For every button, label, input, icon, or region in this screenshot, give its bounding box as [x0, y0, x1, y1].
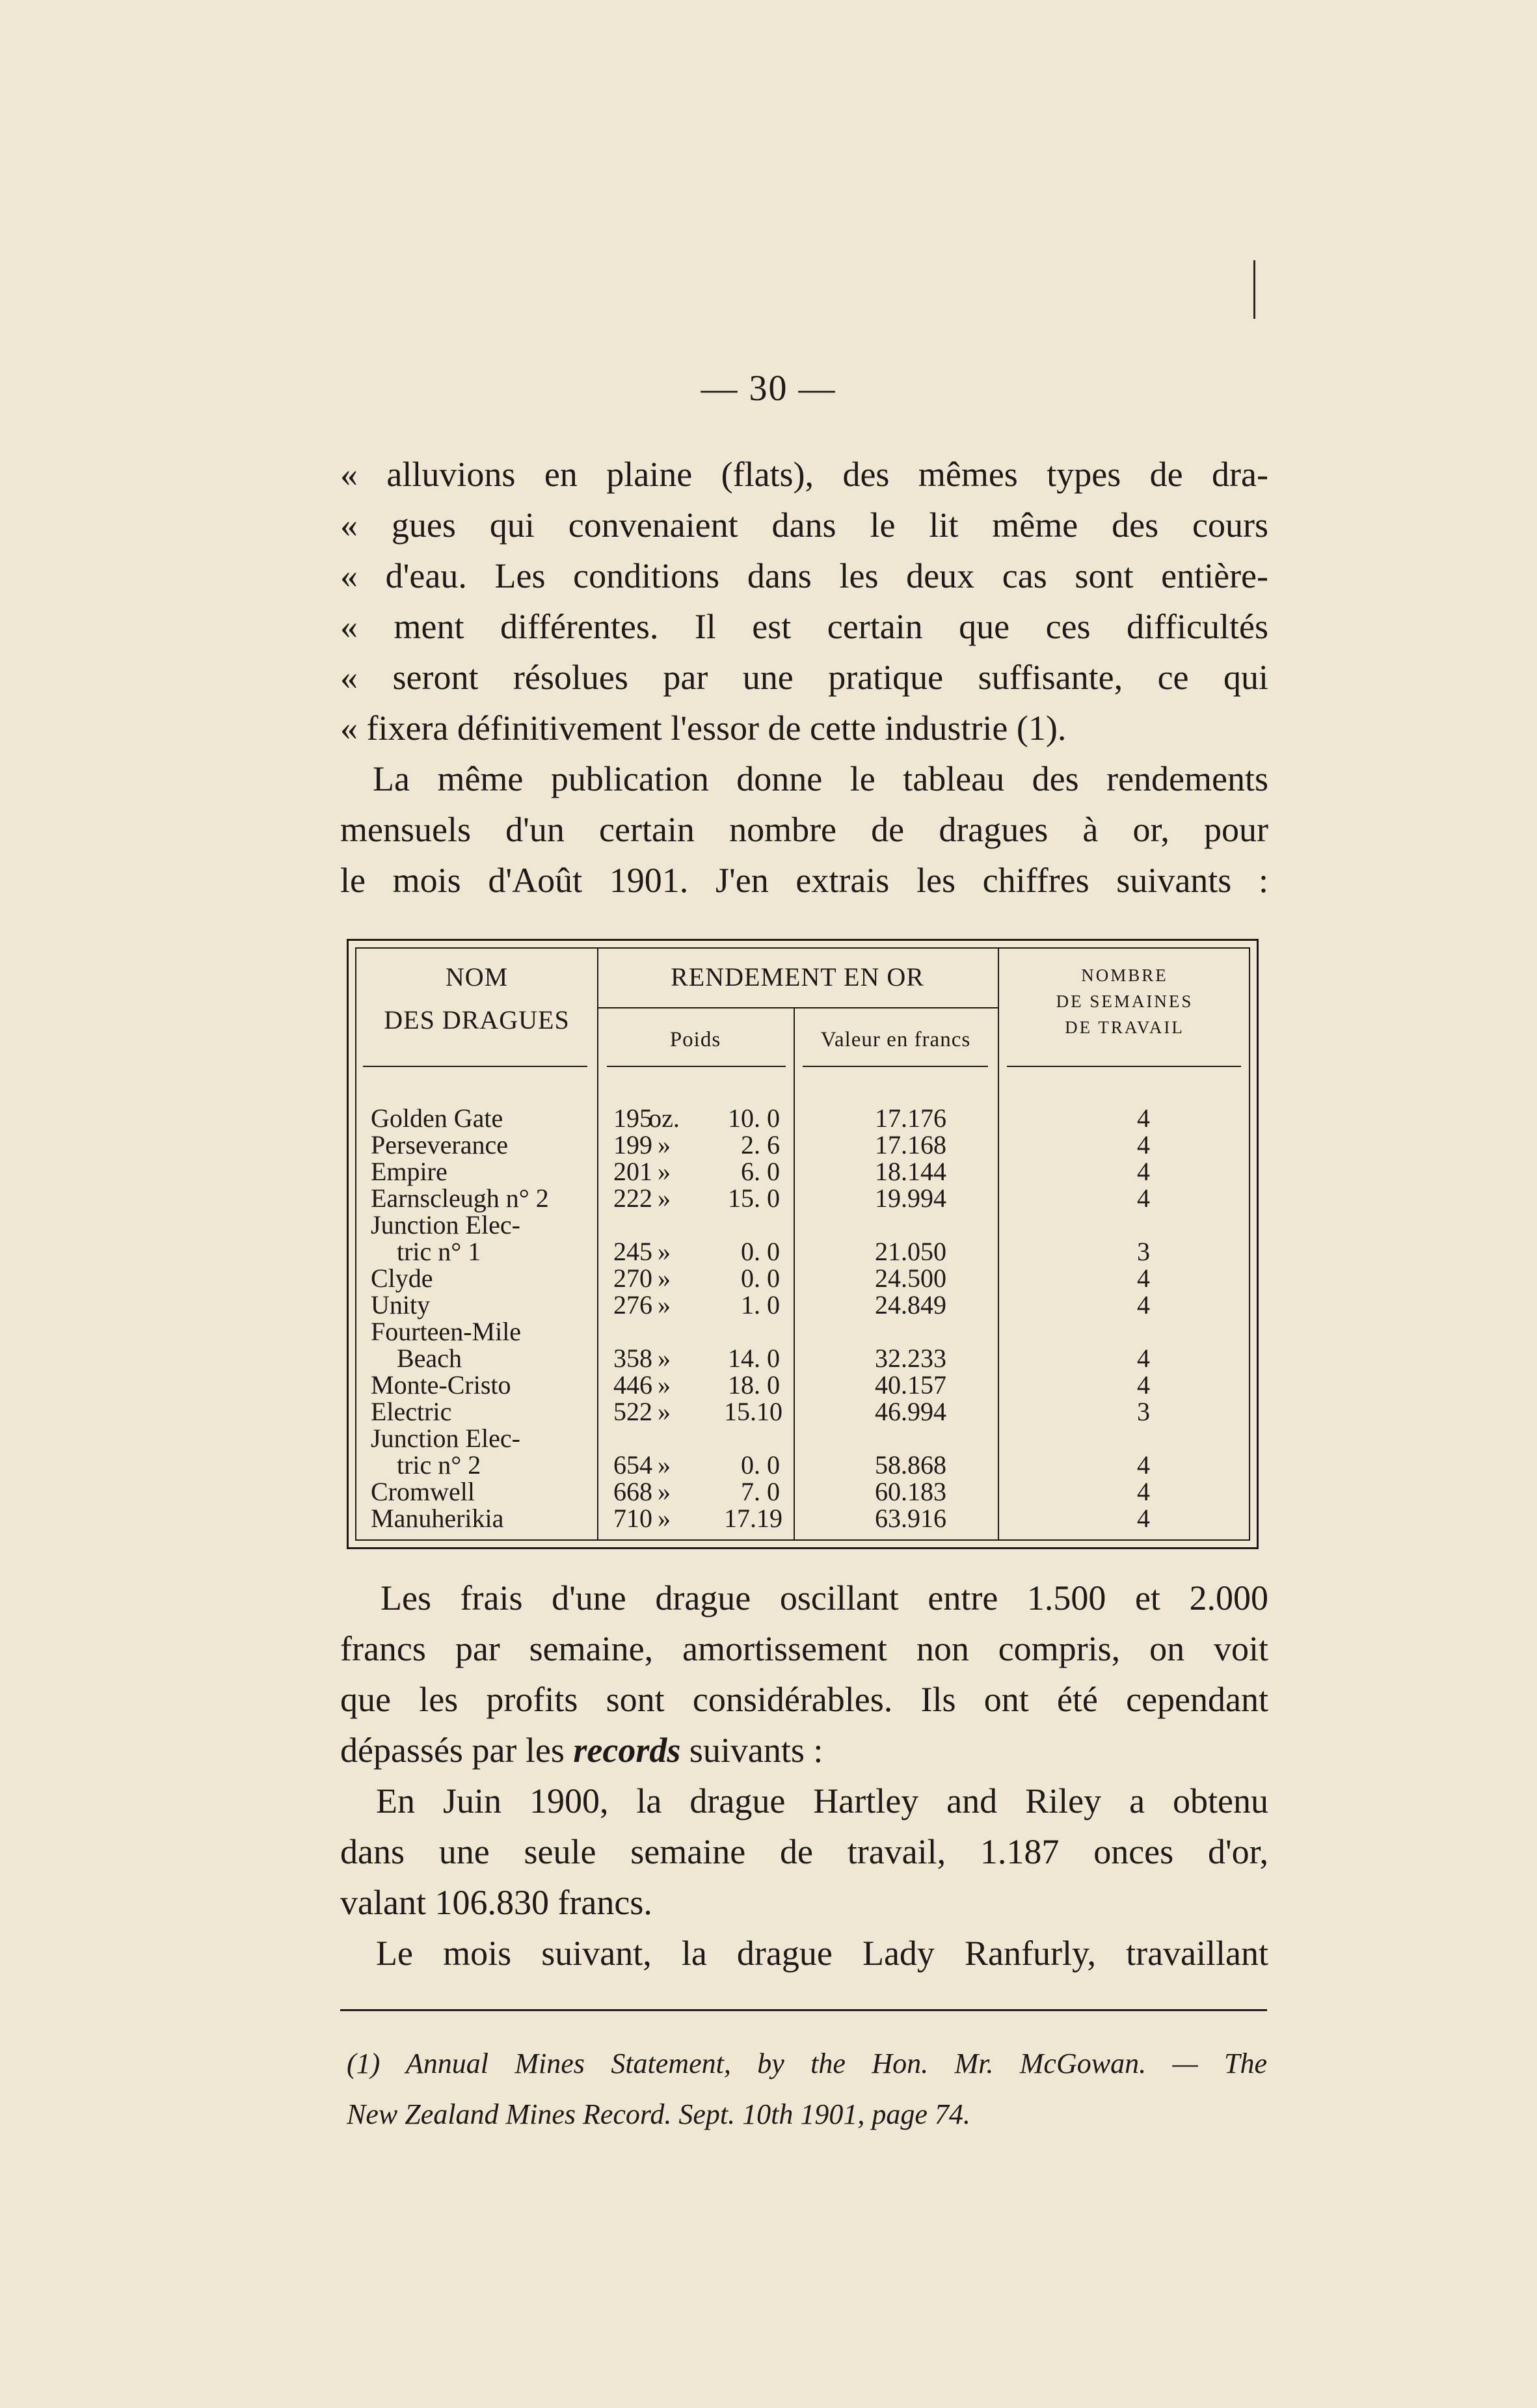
text-line: « fixera définitivement l'essor de cette industrie (1). [340, 709, 1067, 748]
value-francs: 17.176 [875, 1103, 946, 1133]
text-line: valant 106.830 francs. [340, 1883, 652, 1922]
header-weight: Poids [669, 1028, 721, 1051]
page-number: — 30 — [701, 368, 836, 409]
text-line: « alluvions en plaine (flats), des mêmes types de dra- [340, 455, 1268, 494]
text-line: dans une seule semaine de travail, 1.187 onces d'or, [340, 1832, 1268, 1871]
header-rule [597, 1007, 998, 1008]
dredge-name: Electric [371, 1397, 452, 1426]
weeks-worked: 4 [1137, 1370, 1150, 1400]
text-fragment: dépassés par les [340, 1731, 574, 1770]
value-francs: 24.500 [875, 1264, 946, 1293]
weeks-worked: 3 [1137, 1397, 1150, 1426]
text-line: le mois d'Août 1901. J'en extrais les chiffres suivants : [340, 861, 1268, 900]
text-line: La même publication donne le tableau des rendements [373, 759, 1268, 798]
weight-oz: 668 [613, 1477, 652, 1506]
text-line: mensuels d'un certain nombre de dragues à or, pour [340, 810, 1268, 849]
dredge-name: Cromwell [371, 1477, 475, 1506]
dredge-name: Unity [371, 1290, 431, 1319]
weight-oz: 201 [613, 1157, 652, 1186]
weight-oz: 222 [613, 1184, 652, 1213]
weight-unit: » [658, 1477, 671, 1506]
dredge-name: tric n° 2 [397, 1450, 481, 1480]
value-francs: 18.144 [875, 1157, 946, 1186]
table-row [356, 1425, 1249, 1452]
header-rule [363, 1066, 587, 1067]
footnote-rule [340, 2009, 1267, 2011]
weight-oz: 276 [613, 1290, 652, 1319]
weeks-worked: 4 [1137, 1504, 1150, 1533]
dredge-name: Perseverance [371, 1130, 508, 1159]
table-row [356, 1265, 1249, 1292]
weight-unit: » [658, 1157, 671, 1186]
value-francs: 21.050 [875, 1237, 946, 1266]
dredge-name: tric n° 1 [397, 1237, 481, 1266]
text-line: Les frais d'une drague oscillant entre 1.500 et 2.000 [381, 1578, 1268, 1617]
value-francs: 24.849 [875, 1290, 946, 1319]
weight-dwt-gr: 18. 0 [728, 1370, 780, 1400]
value-francs: 40.157 [875, 1370, 946, 1400]
weeks-worked: 4 [1137, 1184, 1150, 1213]
text-line: que les profits sont considérables. Ils ont été cependant [340, 1680, 1268, 1719]
emphasis-records: records [573, 1731, 681, 1770]
dredge-name: Golden Gate [371, 1103, 503, 1133]
table-row [356, 1478, 1249, 1505]
weeks-worked: 4 [1137, 1290, 1150, 1319]
table-row [356, 1505, 1249, 1532]
weight-unit: » [658, 1450, 671, 1480]
text-line: « ment différentes. Il est certain que ces difficultés [340, 607, 1268, 646]
text-line [340, 1725, 1268, 1776]
header-name-line2: DES DRAGUES [384, 1005, 570, 1035]
text-line: « seront résolues par une pratique suffisante, ce qui [340, 658, 1268, 697]
weight-unit: » [658, 1397, 671, 1426]
weight-unit: » [658, 1130, 671, 1159]
footnote-line: New Zealand Mines Record. Sept. 10th 1901, page 74. [347, 2098, 970, 2130]
weight-unit: » [658, 1344, 671, 1373]
weeks-worked: 4 [1137, 1450, 1150, 1480]
record-paragraph [340, 1776, 1268, 1928]
table-row [356, 1318, 1249, 1345]
table-frame [355, 947, 1250, 1541]
footnote [347, 2038, 1267, 2140]
table-row [356, 1238, 1249, 1265]
weight-oz: 522 [613, 1397, 652, 1426]
weight-dwt-gr: 15.10 [724, 1397, 782, 1426]
weight-dwt-gr: 10. 0 [728, 1103, 780, 1133]
text-fragment: suivants : [680, 1731, 823, 1770]
weight-oz: 199 [613, 1130, 652, 1159]
value-francs: 63.916 [875, 1504, 946, 1533]
weight-dwt-gr: 14. 0 [728, 1344, 780, 1373]
header-yield: RENDEMENT EN OR [671, 962, 924, 992]
table-row [356, 1292, 1249, 1318]
dredge-name: Earnscleugh n° 2 [371, 1184, 549, 1213]
text-line: Le mois suivant, la drague Lady Ranfurly, travaillant [376, 1934, 1268, 1973]
costs-paragraph [340, 1573, 1268, 1776]
quoted-paragraph [340, 449, 1268, 753]
header-rule [1007, 1066, 1241, 1067]
dredge-name: Fourteen-Mile [371, 1317, 522, 1346]
weeks-worked: 3 [1137, 1237, 1150, 1266]
weight-dwt-gr: 15. 0 [728, 1184, 780, 1213]
weight-unit: » [658, 1504, 671, 1533]
header-value: Valeur en francs [820, 1028, 971, 1051]
text-line: « gues qui convenaient dans le lit même des cours [340, 506, 1268, 545]
dredge-name: Empire [371, 1157, 448, 1186]
dredge-name: Junction Elec- [371, 1424, 520, 1453]
table-row [356, 1158, 1249, 1185]
weight-dwt-gr: 2. 6 [741, 1130, 780, 1159]
weeks-worked: 4 [1137, 1477, 1150, 1506]
header-weeks-line2: DE SEMAINES [1056, 992, 1194, 1011]
dredge-name: Manuherikia [371, 1504, 504, 1533]
weight-dwt-gr: 0. 0 [741, 1237, 780, 1266]
weight-unit: oz. [648, 1103, 680, 1133]
dredge-name: Junction Elec- [371, 1210, 520, 1239]
weight-unit: » [658, 1370, 671, 1400]
weight-dwt-gr: 7. 0 [741, 1477, 780, 1506]
weight-dwt-gr: 1. 0 [741, 1290, 780, 1319]
value-francs: 32.233 [875, 1344, 946, 1373]
weight-unit: » [658, 1237, 671, 1266]
table-row [356, 1398, 1249, 1425]
intro-paragraph [340, 753, 1268, 906]
weeks-worked: 4 [1137, 1344, 1150, 1373]
dredge-yield-table [347, 939, 1259, 1549]
weeks-worked: 4 [1137, 1103, 1150, 1133]
weeks-worked: 4 [1137, 1130, 1150, 1159]
weeks-worked: 4 [1137, 1157, 1150, 1186]
text-line: « d'eau. Les conditions dans les deux cas sont entière- [340, 556, 1268, 595]
weight-unit: » [658, 1184, 671, 1213]
weight-dwt-gr: 0. 0 [741, 1450, 780, 1480]
table-row [356, 1211, 1249, 1238]
weight-unit: » [658, 1264, 671, 1293]
table-row [356, 1372, 1249, 1398]
closing-paragraph [340, 1928, 1268, 1979]
weight-oz: 358 [613, 1344, 652, 1373]
text-line: francs par semaine, amortissement non compris, on voit [340, 1629, 1268, 1668]
weight-oz: 654 [613, 1450, 652, 1480]
table-row [356, 1185, 1249, 1211]
footnote-line: (1) Annual Mines Statement, by the Hon. Mr. McGowan. — The [347, 2048, 1267, 2079]
header-rule [803, 1066, 988, 1067]
dredge-name: Clyde [371, 1264, 433, 1293]
header-weeks-line1: NOMBRE [1081, 966, 1168, 985]
value-francs: 17.168 [875, 1130, 946, 1159]
weight-dwt-gr: 6. 0 [741, 1157, 780, 1186]
table-row [356, 1345, 1249, 1372]
dredge-name: Beach [397, 1344, 462, 1373]
value-francs: 60.183 [875, 1477, 946, 1506]
value-francs: 58.868 [875, 1450, 946, 1480]
weight-oz: 195 [613, 1103, 652, 1133]
table-row [356, 1105, 1249, 1131]
dredge-name: Monte-Cristo [371, 1370, 511, 1400]
weight-oz: 710 [613, 1504, 652, 1533]
header-name-line1: NOM [445, 962, 509, 992]
weight-oz: 446 [613, 1370, 652, 1400]
weight-unit: » [658, 1290, 671, 1319]
value-francs: 46.994 [875, 1397, 946, 1426]
table-body [356, 1105, 1249, 1532]
header-rule [607, 1066, 786, 1067]
weight-dwt-gr: 17.19 [724, 1504, 782, 1533]
table-row [356, 1131, 1249, 1158]
weight-dwt-gr: 0. 0 [741, 1264, 780, 1293]
table-row [356, 1452, 1249, 1478]
text-line: En Juin 1900, la drague Hartley and Riley a obtenu [376, 1781, 1268, 1820]
weight-oz: 245 [613, 1237, 652, 1266]
header-weeks-line3: DE TRAVAIL [1065, 1018, 1184, 1037]
paper-mark [1253, 260, 1255, 319]
value-francs: 19.994 [875, 1184, 946, 1213]
weight-oz: 270 [613, 1264, 652, 1293]
weeks-worked: 4 [1137, 1264, 1150, 1293]
